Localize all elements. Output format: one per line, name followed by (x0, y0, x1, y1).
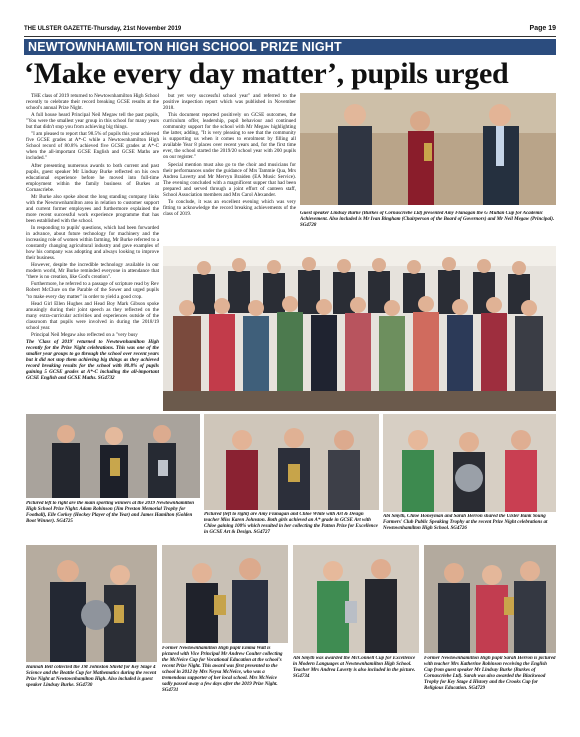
sarah-herron-photo (424, 545, 556, 653)
paragraph: Furthermore, he referred to a passage of scripture read by Rev Robert McClure on the Parable of the Sower and urged pupils "to make every day matter" in order to yield a good crop. (26, 281, 159, 300)
page-header (24, 24, 556, 36)
sports-winners-photo (26, 414, 200, 498)
headline: ‘Make every day matter’, pupils urged (24, 57, 509, 90)
public-speaking-caption: Abi Smyth, Chloe Honeyman and Sarah Herron shared the Ulster Bank Young Farmers' Club Public Speaking Trophy at the recent Prize Night celebrations at Newtownhamilton High School. SG4726 (383, 514, 548, 531)
paragraph: After presenting numerous awards to both current and past pupils, guest speaker Mr Lindsay Burke reflected on his own educational experience before he moved into full-time employment within the family business of Burkes at Cornascriebe. (26, 162, 159, 193)
class-of-2019-photo (163, 246, 556, 411)
abi-smyth-caption: Abi Smyth was awarded the McConnell Cup for Excellence in Modern Languages at Newtownhamilton High School. Teacher Mrs Andrea Laverty is also included in the picture. SG4734 (293, 656, 416, 679)
emma-watt-caption: Former Newtownhamilton High pupil Emma Watt is pictured with Vice Principal Mr Andrew Coulter collecting the McNeice Cup for Vocational Education at the school's recent Prize Night. This award was first presented to the school in 2012 by Mrs Neysa McNeice, who was a tremendous supporter of her local school. Mrs McNeice sadly passed away a few days after the 2019 Prize Night. SG4731 (162, 646, 283, 693)
publication-line: THE ULSTER GAZETTE-Thursday, 21st November 2019 (24, 26, 182, 32)
art-award-photo (204, 414, 379, 510)
guest-speaker-photo (300, 93, 556, 205)
guest-speaker-caption: Guest speaker Lindsay Burke (Burkes of Cornascriebe Ltd) presented Amy Flanagan the G Mullan Cup for Academic Achievement. Also included is Mr Ivan Bingham (Chairperson of the Board of Governors) and Mr Neil Megaw (Principal). SG4728 (300, 211, 555, 228)
abi-smyth-photo (293, 545, 419, 653)
paragraph: Special mention must also go to the choir and musicians for their performances under the guidance of Mrs Tammie Qua, Mrs Andrea Laverty and Mr Mervyn Braiden (EA Music Service). The evening concluded with a magnificent supper that had been prepared and served through a joint effort of canteen staff, School Association members and Mrs Carol Alexander. (163, 161, 296, 198)
paragraph: In responding to pupils' questions, which had been forwarded in advance, about future technology for machinery and the increasing role of women within farming, Mr Burke referred to a constantly changing agricultural industry and gave examples of how his company was adopting and always looking to improve their business. (26, 224, 159, 262)
article-column-1 (26, 93, 159, 410)
section-banner: NEWTOWNHAMILTON HIGH SCHOOL PRIZE NIGHT (24, 39, 556, 55)
paragraph: To conclude, it was an excellent evening which was very fitting to acknowledge the record breaking achievements of the class of 2019. (163, 198, 296, 217)
paragraph: Head Girl Ellen Hughes and Head Boy Mark Gibson spoke amusingly during their joint speech as they reflected on the many extra-curricular activities and experiences outside of the classroom that pupils were involved in during the 2018/19 school year. (26, 300, 159, 331)
col1-paragraphs (26, 93, 159, 381)
paragraph: A full house heard Principal Neil Megaw tell the past pupils, "You were the smallest year group in this school for many years but that didn't stop you from achieving big things. (26, 112, 159, 131)
page-number: Page 19 (529, 25, 556, 32)
header-rule (24, 36, 556, 37)
emma-watt-photo (162, 545, 288, 643)
public-speaking-photo (383, 414, 556, 512)
sports-winners-caption: Pictured left to right are the main sporting winners at the 2019 Newtownhamilton High School Prize Night: Adam Robinson (Jim Preston Memorial Trophy for Football), Elle Corkey (Hockey Player of the Year) and James Hamilton (Golden Boot Winner). SG4725 (26, 501, 195, 524)
art-award-caption: Pictured (left to right) are Amy Flanagan and Chloe White with Art & Design teacher Miss Karen Johnston. Both girls achieved an A* grade in GCSE Art with Chloe gaining 100% which resulted in her collecting the Patton Prize for Excellence in GCSE Art & Design. SG4727 (204, 512, 378, 535)
paragraph: Mr Burke also spoke about the long standing company links with the Newtownhamilton area in relation to customer support and current former employees and furthermore explained the more recent successful work experience programme that has been established with the school. (26, 193, 159, 224)
paragraph: However, despite the incredible technology available in our modern world, Mr Burke reminded everyone in attendance that "there is no creation, like God's creation". (26, 262, 159, 281)
paragraph: This document reported positively on GCSE outcomes, the curriculum offer, leadership, pupil behaviour and continued community support for the school with Mr Megaw highlighting the latter, adding, "It is very pleasing to see that the community is supporting us when it comes to enrolment by filling all available Year 8 places over recent years and, for the first time ever, the school started the 2019/20 school year with 200 pupils on our register." (163, 112, 296, 161)
paragraph: "I am pleased to report that 98.5% of pupils this year achieved five GCSE grades at A*-C while a Newtownhamilton High School record of 80.8% achieved five GCSE grades at A*-C when the all-important GCSE English and GCSE Maths are included." (26, 131, 159, 162)
hannah-bell-photo (26, 545, 157, 662)
paragraph: but yet very successful school year" and referred to the positive inspection report which was published in November 2018. (163, 93, 296, 112)
sarah-herron-caption: Former Newtownhamilton High pupil Sarah Herron is pictured with teacher Mrs Katherine Robinson receiving the English Cup from guest speaker Mr Lindsay Burke (Burkes of Cornascriebe Ltd). Sarah was also awarded the Blackwood Trophy for Key Stage 4 History and the Crooks Cup for Religious Education. SG4729 (424, 656, 556, 691)
class-photo-caption: The 'Class of 2019' returned to Newtownhamilton High recently for the Prize Night celebrations. This was one of the smaller year groups to go through the school over recent years but it did not stop them achieving big things as they achieved record breaking results for the school with 80.8% of pupils gaining 5 GCSE grades at A*-C including the all-important GCSE English and GCSE Maths. SG4732 (26, 338, 159, 382)
paragraph: Principal Neil Megaw also reflected on a "very busy (31, 331, 138, 338)
paragraph: THE class of 2019 returned to Newtownhamilton High School recently to celebrate their record breaking GCSE results at the school's annual Prize Night. (26, 93, 159, 112)
article-column-2 (163, 93, 296, 243)
hannah-bell-caption: Hannah Bell collected the JM Johnston Shield for Key Stage 4 Science and the Beattie Cup for Mathematics during the recent Prize Night at Newtownhamilton High. Also included is guest speaker Lindsay Burke. SG4730 (26, 665, 157, 688)
